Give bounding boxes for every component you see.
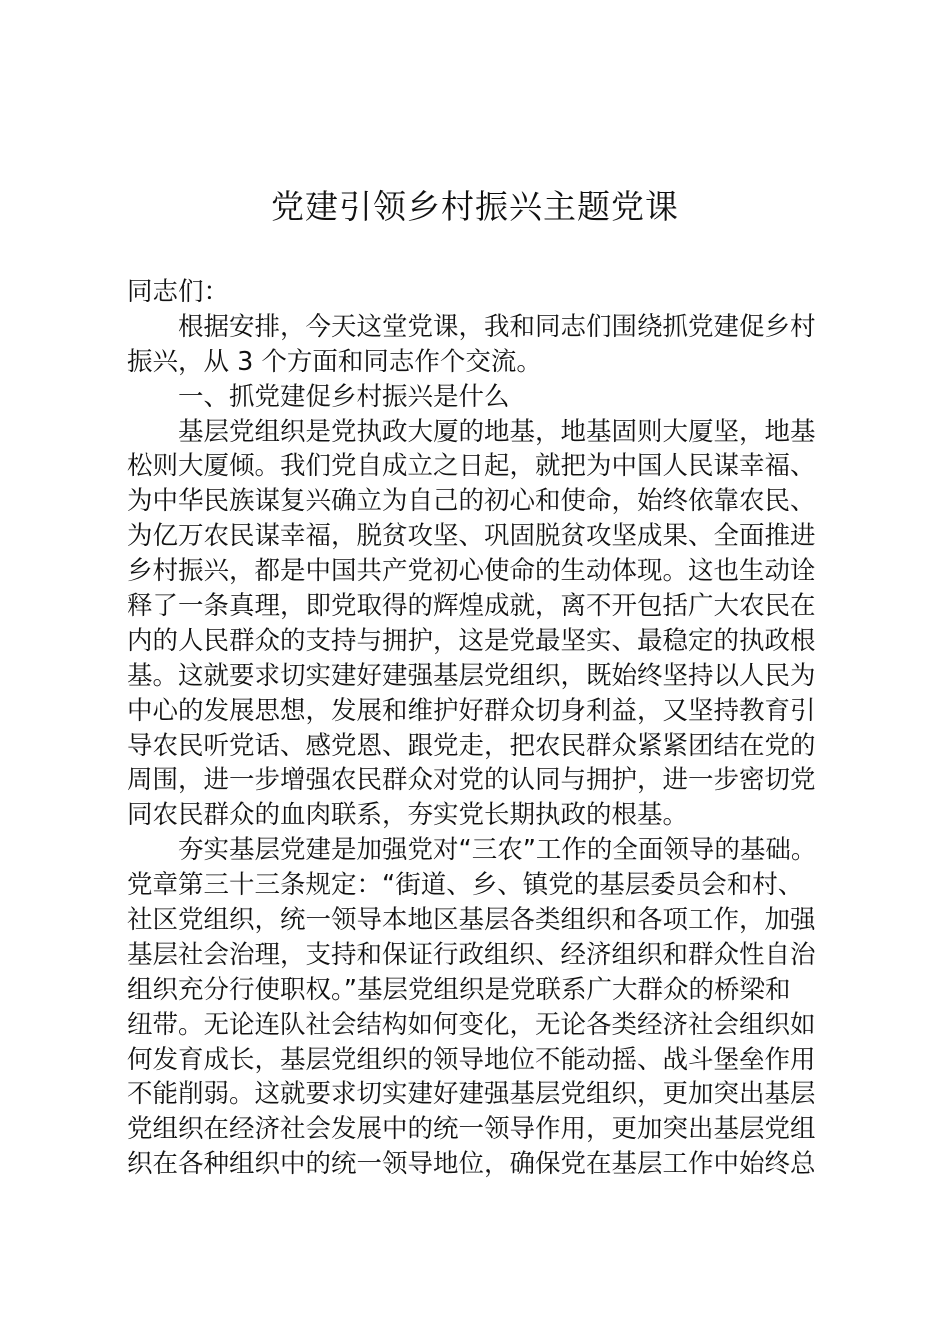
text-line: 导农民听党话、感党恩、跟党走，把农民群众紧紧团结在党的 bbox=[127, 730, 816, 761]
text-line: 乡村振兴，都是中国共产党初心使命的生动体现。这也生动诠 bbox=[127, 556, 816, 587]
text-line: 中心的发展思想，发展和维护好群众切身利益，又坚持教育引 bbox=[127, 695, 816, 726]
text-line: 释了一条真理，即党取得的辉煌成就，离不开包括广大农民在 bbox=[127, 591, 816, 622]
text-line: 组织充分行使职权。”基层党组织是党联系广大群众的桥梁和 bbox=[127, 974, 791, 1005]
text-line: 纽带。无论连队社会结构如何变化，无论各类经济社会组织如 bbox=[127, 1009, 816, 1040]
page-title: 党建引领乡村振兴主题党课 bbox=[271, 187, 679, 226]
text-line: 织在各种组织中的统一领导地位，确保党在基层工作中始终总 bbox=[127, 1149, 816, 1180]
text-line: 为亿万农民谋幸福，脱贫攻坚、巩固脱贫攻坚成果、全面推进 bbox=[127, 521, 816, 552]
text-line: 何发育成长，基层党组织的领导地位不能动摇、战斗堡垒作用 bbox=[127, 1044, 816, 1075]
salutation: 同志们： bbox=[127, 277, 230, 307]
text-line: 为中华民族谋复兴确立为自己的初心和使命，始终依靠农民、 bbox=[127, 486, 816, 517]
text-line: 振兴，从 3 个方面和同志作个交流。 bbox=[127, 346, 542, 377]
text-line: 周围，进一步增强农民群众对党的认同与拥护，进一步密切党 bbox=[127, 765, 816, 796]
text-line: 党组织在经济社会发展中的统一领导作用，更加突出基层党组 bbox=[127, 1114, 816, 1145]
text-line: 社区党组织，统一领导本地区基层各类组织和各项工作，加强 bbox=[127, 905, 816, 936]
text-line: 不能削弱。这就要求切实建好建强基层党组织，更加突出基层 bbox=[127, 1079, 816, 1110]
text-line: 夯实基层党建是加强党对“三农”工作的全面领导的基础。 bbox=[178, 835, 817, 866]
section-heading: 一、抓党建促乡村振兴是什么 bbox=[178, 381, 510, 412]
text-line: 基。这就要求切实建好建强基层党组织，既始终坚持以人民为 bbox=[127, 660, 816, 691]
text-line: 松则大厦倾。我们党自成立之日起，就把为中国人民谋幸福、 bbox=[127, 451, 816, 482]
text-line: 基层党组织是党执政大厦的地基，地基固则大厦坚，地基 bbox=[178, 416, 816, 447]
body-text bbox=[127, 275, 867, 1182]
text-line: 基层社会治理，支持和保证行政组织、经济组织和群众性自治 bbox=[127, 939, 816, 970]
text-line: 内的人民群众的支持与拥护，这是党最坚实、最稳定的执政根 bbox=[127, 625, 816, 656]
text-line: 同农民群众的血肉联系，夯实党长期执政的根基。 bbox=[127, 800, 689, 831]
text-line: 党章第三十三条规定：“街道、乡、镇党的基层委员会和村、 bbox=[127, 870, 804, 901]
text-line: 根据安排，今天这堂党课，我和同志们围绕抓党建促乡村 bbox=[178, 311, 816, 342]
